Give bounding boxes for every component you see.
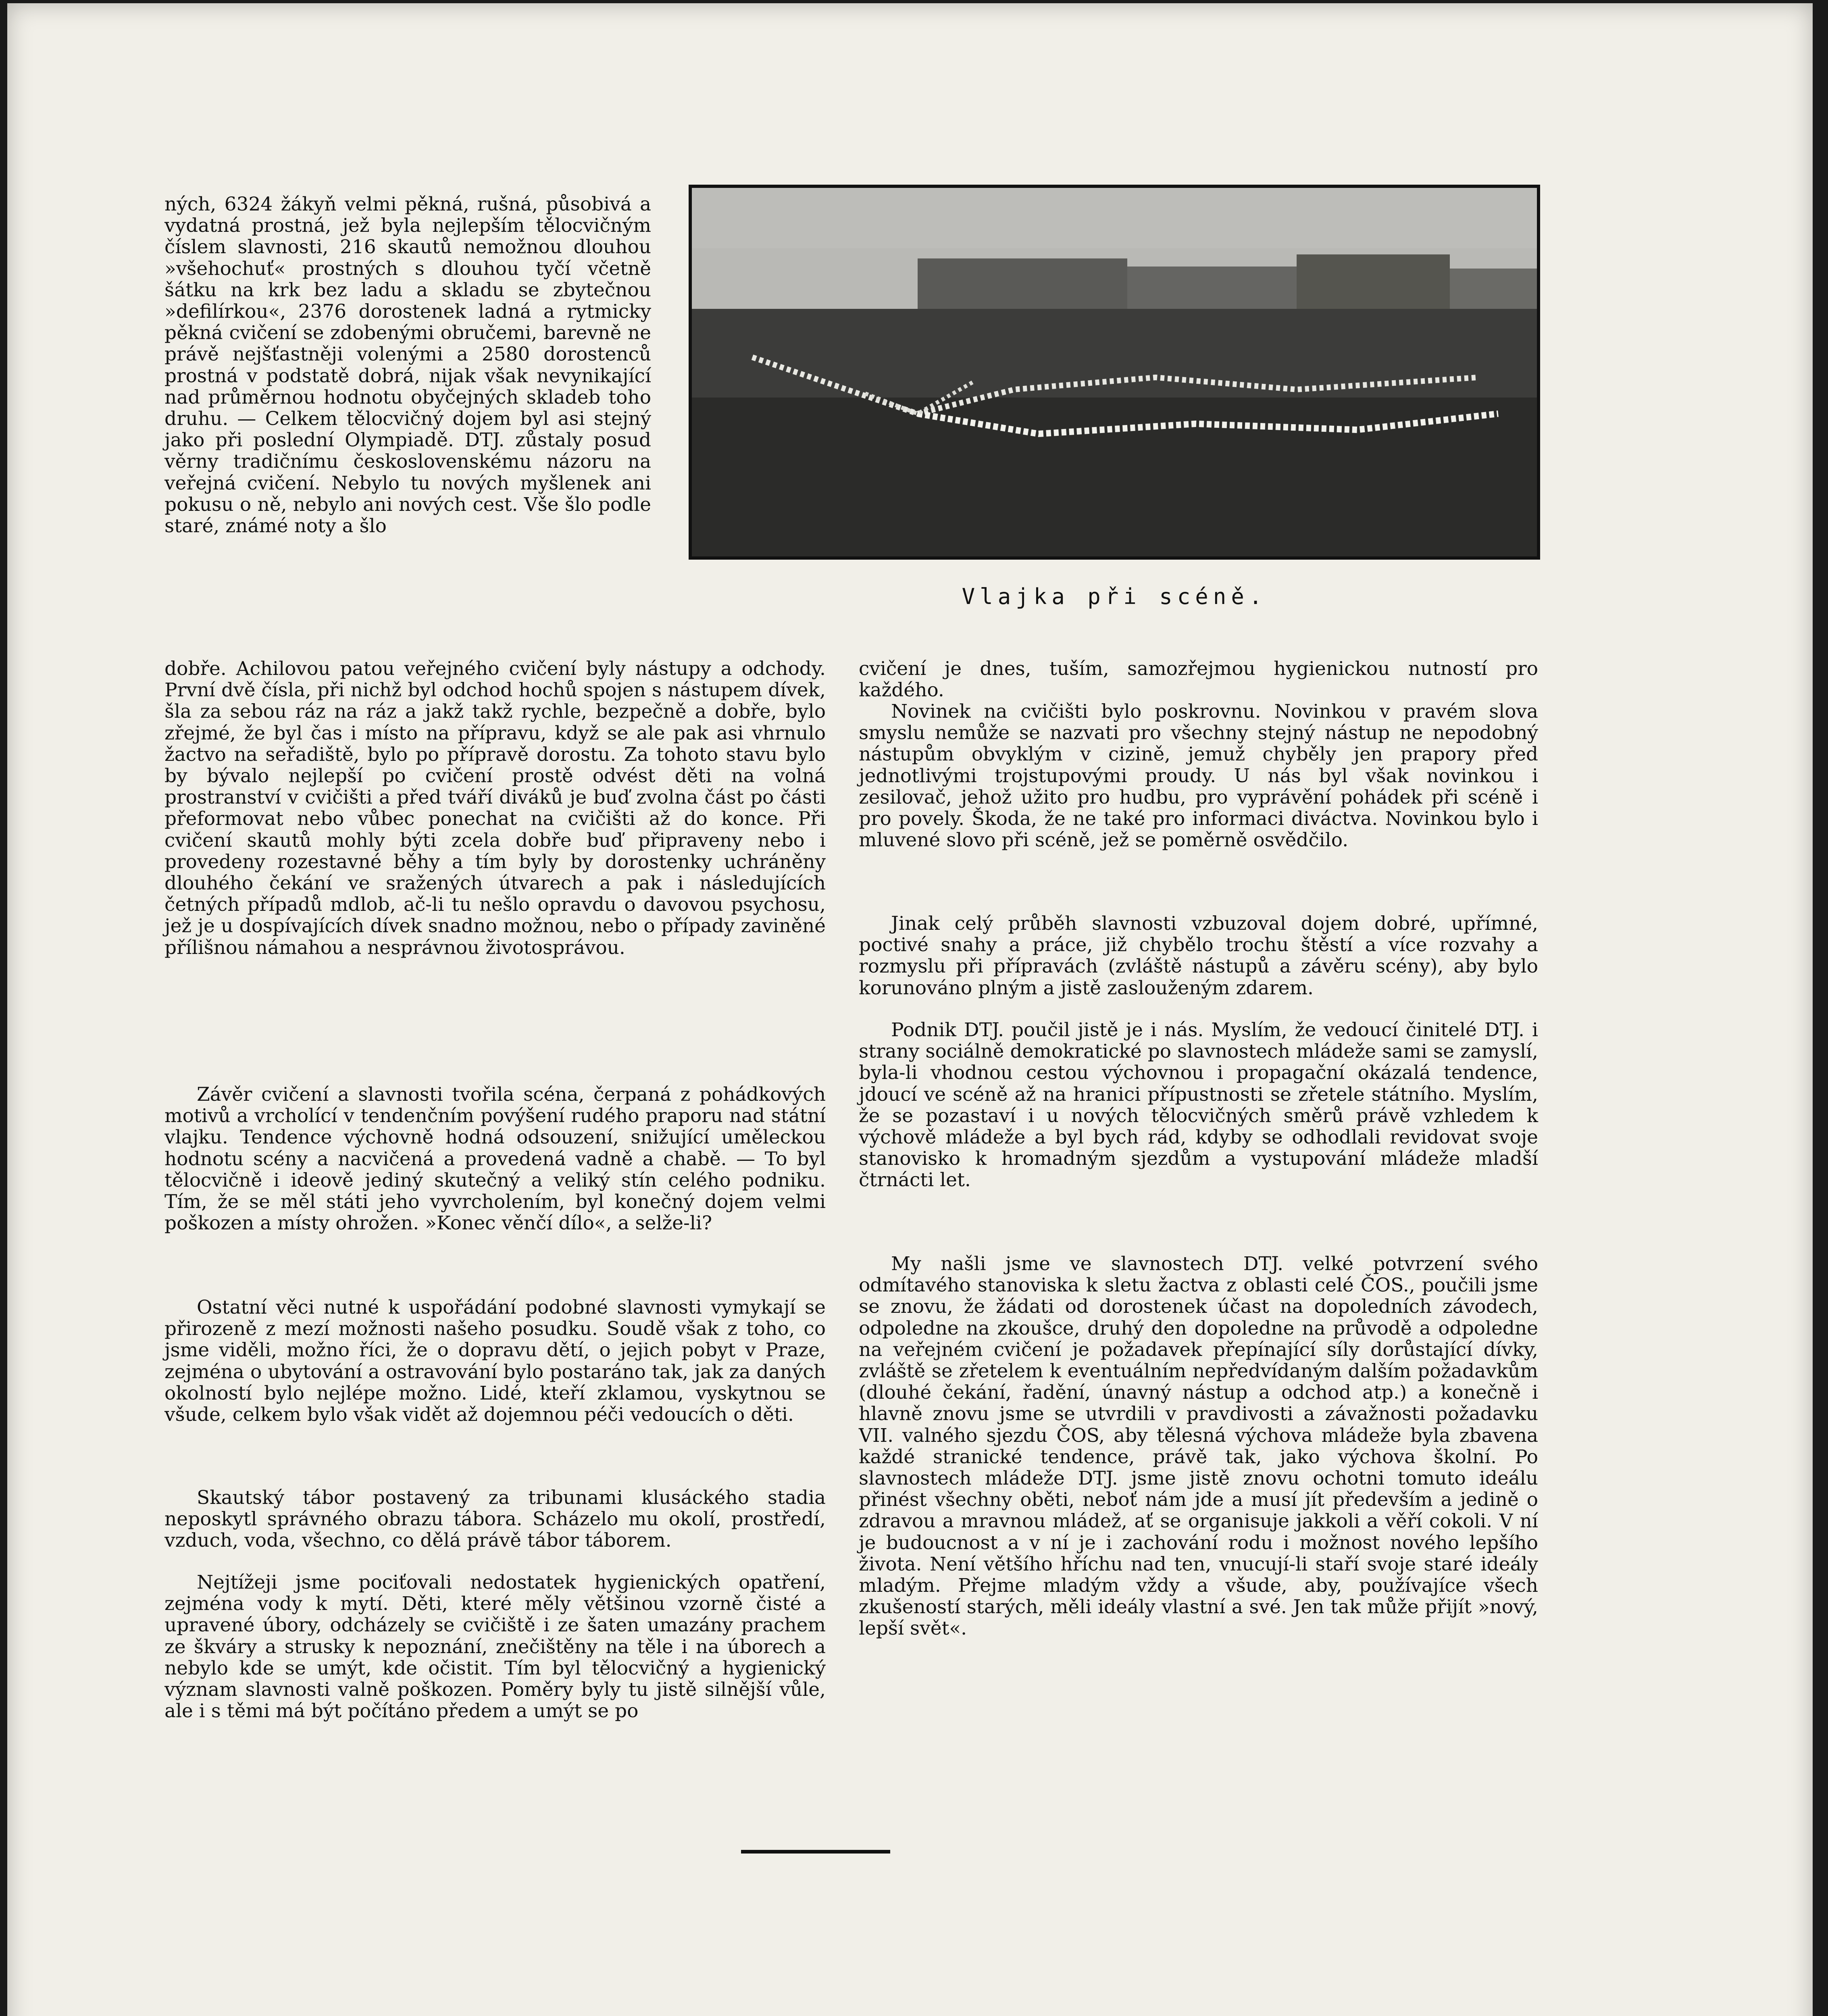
paragraph-prubeh: Jinak celý průběh slavnosti vzbuzoval dojem dobré, upřímné, poctivé snahy a práce, již chybělo trochu štěstí a více rozvahy a rozmyslu při přípravách (zvláště nástupů a závěru scény), aby bylo korunováno plným a jistě zaslouženým zdarem. — [859, 912, 1538, 999]
paragraph-nastupy: dobře. Achilovou patou veřejného cvičení byly nástupy a odchody. První dvě čísla, při nichž byl odchod hochů spojen s nástupem dívek, šla za sebou ráz na ráz a jakž takž rychle, bezpečně a dobře, bylo zřejmé, že byl čas i místo na přípravu, když se ale pak asi vhrnulo žactvo na seřadiště, bylo po přípravě dorostu. Za tohoto stavu bylo by bývalo nejlepší po cvičení prostě odvést děti na volná prostranství v cvičišti a před tváří diváků je buď zvolna část po části přeformovat nebo vůbec ponechat na cvičišti až do konce. Při cvičení skautů mohly býti zcela dobře buď připraveny nebo i provedeny rozestavné běhy a tím byly by dorostenky uchráněny dlouhého čekání ve sražených útvarech a pak i následujících četných případů mdlob, ač-li tu nešlo opravdu o davovou psychosu, jež je u dospívajících dívek snadno možnou, nebo o případy zaviněné přílišnou námahou a nesprávnou životosprávou. — [164, 658, 826, 959]
paragraph-ostatni-veci: Ostatní věci nutné k uspořádání podobné slavnosti vymykají se přirozeně z mezí možnosti našeho posudku. Soudě však z toho, co jsme viděli, možno říci, že o dopravu dětí, o jejich pobyt v Praze, zejména o ubytování a ostravování bylo postaráno tak, jak za daných okolností bylo nejlépe možno. Lidé, kteří zklamou, vyskytnou se všude, celkem bylo však vidět až dojemnou péči vedoucích o děti. — [164, 1296, 826, 1426]
paragraph-skautsky-tabor: Skautský tábor postavený za tribunami klusáckého stadia neposkytl správného obrazu tábora. Scházelo mu okolí, prostředí, vzduch, voda, všechno, co dělá právě tábor táborem. — [164, 1487, 826, 1552]
photo-flag-at-scene — [689, 185, 1540, 560]
paragraph-zaver: Závěr cvičení a slavnosti tvořila scéna, čerpaná z pohádkových motivů a vrcholící v tendenčním povýšení rudého praporu nad státní vlajku. Tendence výchovně hodná odsouzení, snižující uměleckou hodnotu scény a nacvičená a provedená vadně a chabě. — To byl tělocvičně i ideově jediný skutečný a veliký stín celého podniku. Tím, že se měl státi jeho vyvrcholením, byl konečný dojem velmi poškozen a místy ohrožen. »Konec věnčí dílo«, a selže-li? — [164, 1083, 826, 1235]
paragraph-my-nasli: My našli jsme ve slavnostech DTJ. velké potvrzení svého odmítavého stanoviska k sletu žactva z oblasti celé ČOS., poučili jsme se znovu, že žádati od dorostenek účast na dopoledních závodech, odpoledne na zkoušce, druhý den dopoledne na průvodě a odpoledne na veřejném cvičení je požadavek přepínající síly dorůstající dívky, zvláště se zřetelem k eventuálním nepředvídaným dalším požadavkům (dlouhé čekání, řadění, únavný nástup a odchod atp.) a konečně i hlavně znovu jsme se utvrdili v pravdivosti a závažnosti požadavku VII. valného sjezdu ČOS, aby tělesná výchova mládeže byla zbavena každé stranické tendence, právě tak, jako výchova školní. Po slavnostech mládeže DTJ. jsme jistě znovu ochotni tomuto ideálu přinést všechny oběti, neboť nám jde a musí jít především a jedině o zdravou a mravnou mládež, ať se organisuje jakkoli a věří cokoli. V ní je budoucnost a v ní je i zachování rodu i možnost nového lepšího života. Není většího hříchu nad ten, vnucují-li staří svoje staré ideály mladým. Přejme mladým vždy a všude, aby, používajíce všech zkušeností starých, měli ideály vlastní a své. Jen tak může přijít »nový, lepší svět«. — [859, 1253, 1538, 1640]
stadium-photo-illustration — [692, 188, 1537, 556]
closing-rule — [741, 1850, 890, 1854]
paragraph-novinky: Novinek na cvičišti bylo poskrovnu. Novinkou v pravém slova smyslu nemůže se nazvati pro všechny stejný nástup ne nepodobný nástupům obvyklým v cizině, jemuž chyběly jen prapory před jednotlivými trojstupovými proudy. U nás byl však novinkou i zesilovač, jehož užito pro hudbu, pro vyprávění pohádek při scéně i pro povely. Škoda, že ne také pro informaci diváctva. Novinkou bylo i mluvené slovo při scéně, jež se poměrně osvědčilo. — [859, 700, 1538, 852]
paragraph-hygiena: Nejtížeji jsme pociťovali nedostatek hygienických opatření, zejména vody k mytí. Děti, které měly většinou vzorně čisté a upravené úbory, odcházely se cvičiště i ze šaten umazány prachem ze škváry a strusky k nepoznání, znečištěny na těle i na úborech a nebylo kde se umýt, kde očistit. Tím byl tělocvičný a hygienický význam slavnosti valně poškozen. Poměry byly tu jistě silnější vůle, ale i s těmi má být počítáno předem a umýt se po — [164, 1571, 826, 1722]
paragraph-samozrejmost: cvičení je dnes, tuším, samozřejmou hygienickou nutností pro každého. — [859, 658, 1538, 702]
paragraph-podnik-dtj: Podnik DTJ. poučil jistě je i nás. Myslím, že vedoucí činitelé DTJ. i strany sociálně demokratické po slavnostech mládeže sami se zamyslí, byla-li vhodnou cestou výchovnou i propagační okázalá tendence, jdoucí ve scéně až na hranici přípustnosti se zřetele státního. Myslím, že se pozastaví i u nových tělocvičných směrů právě vzhledem k výchově mládeže a byl bych rád, kdyby se odhodlali revidovat svoje stanovisko k hromadným sjezdům a vystupování mládeže mladší čtrnácti let. — [859, 1019, 1538, 1191]
photo-caption: Vlajka při scéně. — [962, 584, 1267, 609]
left-column-top-text: ných, 6324 žákyň velmi pěkná, rušná, působivá a vydatná prostná, jež byla nejlepším tělocvičným číslem slavnosti, 216 skautů nemožnou dlouhou »všehochuť« prostných s dlouhou tyčí včetně šátku na krk bez ladu a skladu se zbytečnou »defilírkou«, 2376 dorostenek ladná a rytmicky pěkná cvičení se zdobenými obručemi, barevně ne právě nejšťastněji volenými a 2580 dorostenců prostná v podstatě dobrá, nijak však nevynikající nad průměrnou hodnotu obyčejných skladeb toho druhu. — Celkem tělocvičný dojem byl asi stejný jako při poslední Olympiadě. DTJ. zůstaly posud věrny tradičnímu československému názoru na veřejná cvičení. Nebylo tu nových myšlenek ani pokusu o ně, nebylo ani nových cest. Vše šlo podle staré, známé noty a šlo — [164, 193, 651, 537]
document-page — [7, 3, 1813, 2016]
